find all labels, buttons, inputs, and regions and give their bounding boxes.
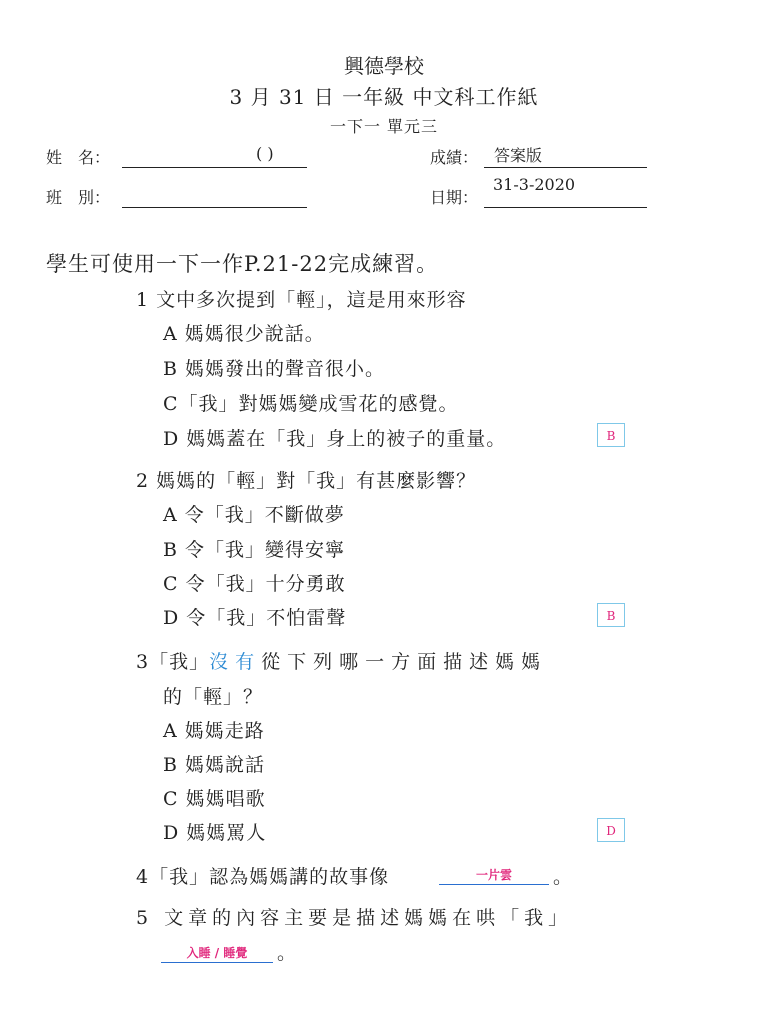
question-3-stem-line2: 的「輕」？ xyxy=(163,686,264,708)
grade-label: 成績： xyxy=(430,148,479,167)
question-3-answer-box[interactable]: D xyxy=(597,818,625,842)
question-5-blank[interactable]: 入睡 / 睡覺 xyxy=(161,944,273,963)
question-1-stem: 1 文中多次提到「輕」，這是用來形容 xyxy=(136,289,467,311)
question-4-stem: 4「我」認為媽媽講的故事像 xyxy=(136,866,390,888)
question-1-option-c: C「我」對媽媽變成雪花的感覺。 xyxy=(163,393,459,415)
question-3-option-a: A 媽媽走路 xyxy=(163,720,265,742)
unit-title: 一下一 單元三 xyxy=(329,117,439,136)
class-field-line[interactable] xyxy=(122,206,307,208)
question-2-option-c: C 令「我」十分勇敢 xyxy=(163,573,346,595)
question-1-answer-box[interactable]: B xyxy=(597,423,625,447)
date-value: 31-3-2020 xyxy=(493,175,576,194)
instruction-text: 學生可使用一下一作P.21-22完成練習。 xyxy=(46,252,439,276)
question-3-stem-pre: 3「我」 xyxy=(136,651,210,673)
date-field-line[interactable] xyxy=(484,206,647,208)
question-1-option-a: A 媽媽很少說話。 xyxy=(163,323,325,345)
question-1-option-b: B 媽媽發出的聲音很小。 xyxy=(163,358,386,380)
question-3-option-d: D 媽媽罵人 xyxy=(163,822,267,844)
worksheet-title: 3 月 31 日 一年級 中文科工作紙 xyxy=(229,85,539,109)
question-3-option-c: C 媽媽唱歌 xyxy=(163,788,266,810)
grade-value: 答案版 xyxy=(494,146,543,165)
question-2-stem: 2 媽媽的「輕」對「我」有甚麼影響？ xyxy=(136,470,477,492)
question-4-blank[interactable]: 一片雲 xyxy=(439,866,549,885)
question-3-emphasis: 沒有 xyxy=(209,651,262,673)
question-4-end: 。 xyxy=(553,866,574,888)
question-2-option-b: B 令「我」變得安寧 xyxy=(163,539,346,561)
class-label: 班 別： xyxy=(46,188,111,207)
question-5-end: 。 xyxy=(277,942,298,964)
question-3-stem xyxy=(136,647,547,674)
question-2-answer-box[interactable]: B xyxy=(597,603,625,627)
class-number-paren: ( ) xyxy=(256,144,274,163)
date-label: 日期： xyxy=(430,188,479,207)
question-3-stem-post: 從下列哪一方面描述媽媽 xyxy=(261,651,548,673)
grade-field-line[interactable] xyxy=(484,166,647,168)
question-2-option-d: D 令「我」不怕雷聲 xyxy=(163,607,347,629)
question-2-option-a: A 令「我」不斷做夢 xyxy=(163,504,345,526)
name-label: 姓 名： xyxy=(46,148,111,167)
name-field-line[interactable] xyxy=(122,166,307,168)
question-1-option-d: D 媽媽蓋在「我」身上的被子的重量。 xyxy=(163,428,507,450)
school-name: 興德學校 xyxy=(344,54,424,78)
question-3-option-b: B 媽媽說話 xyxy=(163,754,266,776)
question-5-stem: 5 文章的內容主要是描述媽媽在哄「我」 xyxy=(136,907,573,929)
